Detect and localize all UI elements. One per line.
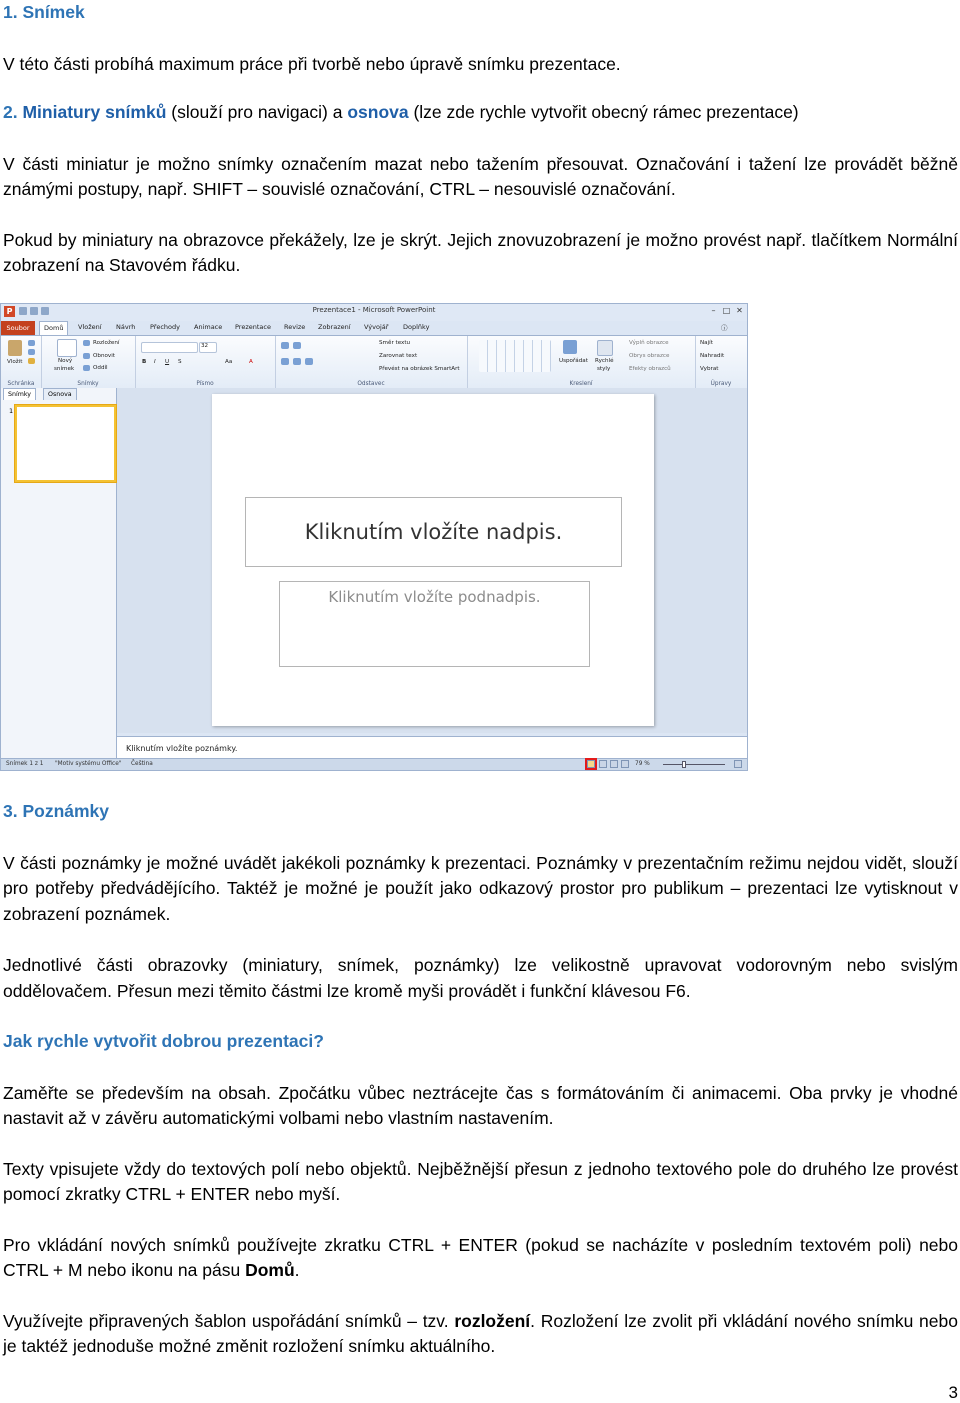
format-painter-icon[interactable] [28,358,35,364]
reset-button[interactable]: Obnovit [93,353,115,359]
slide-thumbnail[interactable] [15,405,116,482]
help-icon[interactable]: ⓘ [721,324,728,332]
group-label-odstavec: Odstavec [357,381,385,387]
group-upravy [695,336,747,388]
tips-3-text-c: . [294,1260,300,1280]
font-size-value: 32 [201,343,209,349]
tab-domu[interactable]: Domů [39,321,68,335]
fit-to-window-icon[interactable] [734,760,742,768]
heading-text-2: (lze zde rychle vytvořit obecný rámec prezentace) [408,102,799,122]
arrange-icon [563,340,577,354]
status-slide-count: Snímek 1 z 1 [6,761,44,767]
ribbon-tabs [1,321,747,335]
strikethrough-icon[interactable]: S [178,359,182,365]
layout-icon [83,340,90,346]
tab-prechody[interactable]: Přechody [150,323,180,331]
paste-icon[interactable] [8,340,22,356]
paragraph-miniatury-2: Pokud by miniatury na obrazovce překážely, lze je skrýt. Jejich znovuzobrazení je možno provést např. tlačítkem Normální zobrazení na Stavovém řádku. [3,229,958,275]
tab-osnova[interactable]: Osnova [43,388,77,400]
section-3 [3,799,958,1004]
subtitle-placeholder[interactable]: Kliknutím vložíte podnadpis. [279,581,590,667]
slide-canvas[interactable] [212,394,654,726]
tab-prezentace[interactable]: Prezentace [235,323,271,331]
group-pismo [135,336,276,388]
paragraph-snimek: V této části probíhá maximum práce při tvorbě nebo úpravě snímku prezentace. [3,53,621,74]
group-label-pismo: Písmo [196,381,214,387]
align-left-icon[interactable] [281,358,289,365]
tab-zobrazeni[interactable]: Zobrazení [318,323,351,331]
zoom-slider-handle[interactable] [682,761,686,768]
group-kresleni [467,336,696,388]
shape-outline-button[interactable]: Obrys obrazce [629,353,670,359]
section-2 [3,100,958,279]
paragraph-tips-1: Zaměřte se především na obsah. Zpočátku vůbec neztrácejte čas s formátováním či animacemi. Oba prvky je vhodné nastavit až v závěru automatickými volbami nebo vlastním nastavením. [3,1082,958,1128]
heading-number: 2. [3,102,18,122]
align-right-icon[interactable] [305,358,313,365]
copy-icon[interactable] [28,349,35,355]
heading-snimek: 1. Snímek [3,2,85,22]
group-label-snimky: Snímky [77,381,99,387]
replace-button[interactable]: Nahradit [700,353,725,359]
group-snimky [41,336,136,388]
tips-3-bold: Domů [245,1260,295,1280]
heading-text-1: (slouží pro navigaci) a [166,102,348,122]
align-center-icon[interactable] [293,358,301,365]
page-number: 3 [948,1383,958,1402]
group-label-upravy: Úpravy [710,381,732,387]
tab-animace[interactable]: Animace [194,323,223,331]
ribbon [1,335,747,389]
section-1 [3,0,958,77]
status-theme: "Motiv systému Office" [55,761,122,767]
arrange-button[interactable]: Uspořádat [559,358,588,364]
bold-icon[interactable]: B [142,359,147,365]
cut-icon[interactable] [28,340,35,346]
zoom-level[interactable]: 79 % [635,761,650,767]
heading-poznamky: 3. Poznámky [3,801,110,821]
status-bar [1,758,747,770]
paragraph-miniatury-1: V části miniatur je možno snímky označením mazat nebo tažením přesouvat. Označování i tažení lze provádět běžně známými postupy, např. SHIFT – souvislé označování, CTRL – nesouvislé označování. [3,153,958,199]
reading-view-button[interactable] [610,760,618,768]
font-name-select[interactable] [141,342,198,353]
tab-doplnky[interactable]: Doplňky [403,323,430,331]
zoom-slider[interactable] [663,764,725,765]
thumbnail-number: 1 [9,407,14,415]
paste-button[interactable]: Vložit [7,359,23,365]
new-slide-label-1[interactable]: Nový [58,358,73,364]
italic-icon[interactable]: I [154,359,156,365]
align-text-button[interactable]: Zarovnat text [379,353,418,359]
notes-placeholder[interactable]: Kliknutím vložíte poznámky. [126,744,238,753]
group-schranka [1,336,42,388]
slideshow-view-button[interactable] [621,760,629,768]
heading-miniatury-bold: Miniatury snímků [22,102,167,122]
section-tips [3,1029,958,1360]
select-button[interactable]: Vybrat [700,366,719,372]
heading-osnova-bold: osnova [347,102,409,122]
status-language: Čeština [131,761,153,767]
normal-view-button[interactable] [587,760,595,768]
paragraph-poznamky-1: V části poznámky je možné uvádět jakékoli poznámky k prezentaci. Poznámky v prezentačním režimu nejdou vidět, slouží pro potřeby předvádějícího. Taktéž je možné je použít jako odkazový prostor pro publikum – prezentaci lze vytisknout v zobrazení poznámek. [3,852,958,924]
section-icon [83,365,90,371]
heading-miniatury [3,100,958,126]
tips-4-text-c: . Rozložení lze zvolit při vkládání nového snímku nebo je taktéž jednoduše možné změnit rozložení snímku aktuálního. [3,1310,958,1356]
tips-3-text-a: Pro vkládání nových snímků používejte zkratku CTRL + ENTER (pokud se nacházíte v posledním textovém poli) nebo CTRL + M nebo ikonu na pásu [3,1234,958,1280]
quick-styles-icon [597,340,613,356]
paragraph-tips-3 [3,1233,958,1284]
powerpoint-screenshot [0,303,748,771]
layout-button[interactable]: Rozložení [93,340,120,346]
slide-editing-area [117,388,748,733]
title-placeholder[interactable]: Kliknutím vložíte nadpis. [245,497,622,567]
tips-4-text-a: Využívejte připravených šablon uspořádání snímků – tzv. [3,1310,455,1331]
text-direction-button[interactable]: Směr textu [379,340,411,346]
underline-icon[interactable]: U [165,359,170,365]
new-slide-icon[interactable] [57,339,77,357]
paragraph-poznamky-2: Jednotlivé části obrazovky (miniatury, snímek, poznámky) lze velikostně upravovat vodorovným nebo svislým oddělovačem. Přesun mezi těmito částmi lze kromě myši provádět i funkční klávesou F6. [3,955,958,1001]
section-button[interactable]: Oddíl [93,365,108,371]
find-button[interactable]: Najít [700,340,713,346]
font-size-change-icon[interactable]: Aa [225,359,233,365]
paragraph-tips-4 [3,1309,958,1360]
shapes-gallery[interactable] [479,340,551,372]
group-odstavec [275,336,468,388]
convert-smartart-button[interactable]: Převést na obrázek SmartArt [379,366,460,372]
group-label-kresleni: Kreslení [569,381,593,387]
tab-revize[interactable]: Revize [284,323,306,331]
tab-vlozeni[interactable]: Vložení [78,323,102,331]
window-title: Prezentace1 - Microsoft PowerPoint [312,306,436,314]
title-bar [1,304,747,321]
font-color-icon[interactable]: A [249,359,253,365]
paragraph-tips-2: Texty vpisujete vždy do textových polí nebo objektů. Nejběžnější přesun z jednoho textového pole do druhého lze provést pomocí zkratky CTRL + ENTER nebo myší. [3,1158,958,1204]
powerpoint-app-icon: P [4,306,15,317]
tab-soubor[interactable]: Soubor [1,321,35,335]
slide-sorter-view-button[interactable] [599,760,607,768]
maximize-icon[interactable]: □ [722,306,731,315]
tab-navrh[interactable]: Návrh [116,323,136,331]
shape-effects-button[interactable]: Efekty obrazců [629,366,671,372]
bullets-icon[interactable] [281,342,289,349]
numbering-icon[interactable] [293,342,301,349]
quick-styles-label-1[interactable]: Rychlé [595,358,614,364]
tab-vyvojar[interactable]: Vývojář [364,323,389,331]
group-label-schranka: Schránka [7,381,35,387]
shape-fill-button[interactable]: Výplň obrazce [629,340,669,346]
slides-pane [1,388,117,762]
reset-icon [83,353,90,359]
slides-pane-tabs [3,388,113,399]
close-icon[interactable]: ✕ [736,306,743,315]
tips-4-bold: rozložení [454,1310,531,1331]
minimize-icon[interactable]: – [711,306,716,315]
quick-styles-label-2[interactable]: styly [597,366,611,372]
new-slide-label-2[interactable]: snímek [54,366,75,372]
heading-tips: Jak rychle vytvořit dobrou prezentaci? [3,1031,324,1051]
tab-snimky[interactable]: Snímky [3,388,36,400]
